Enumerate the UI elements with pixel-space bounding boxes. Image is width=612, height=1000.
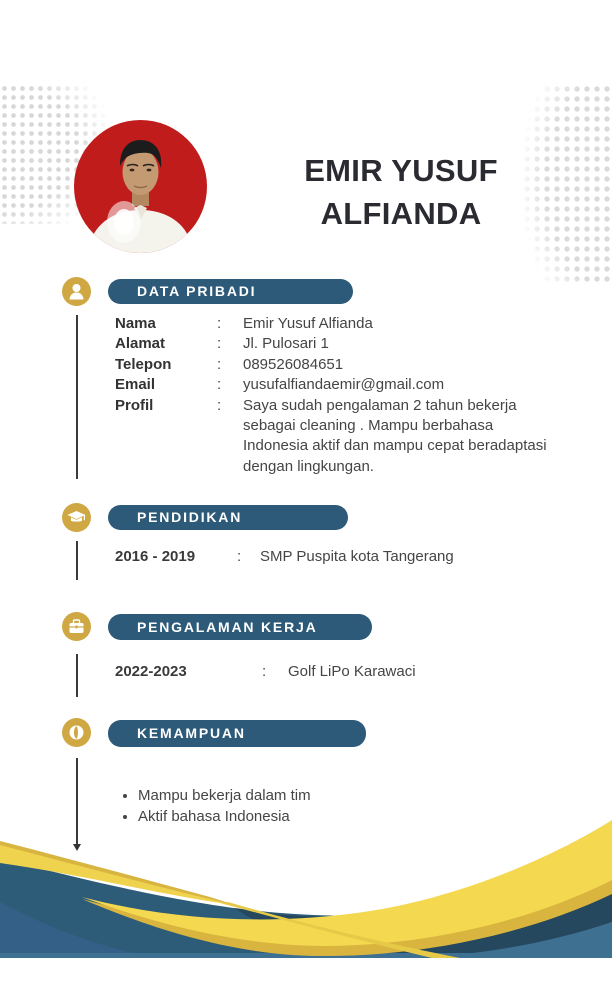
section-title: PENDIDIKAN — [137, 509, 243, 525]
field-value: 089526084651 — [243, 355, 344, 373]
field-separator: : — [217, 315, 222, 332]
section-header-pengalaman-kerja — [108, 614, 372, 640]
timeline-line — [76, 654, 78, 697]
skill-item: • Mampu bekerja dalam tim — [138, 786, 468, 807]
field-value: Saya sudah pengalaman 2 tahun bekerja sebagai cleaning . Mampu berbahasa Indonesia aktif dan mampu cepat beradaptasi dengan lingkungan. — [243, 396, 547, 475]
field-separator: : — [217, 335, 222, 353]
education-entry — [115, 547, 454, 567]
field-separator: : — [217, 396, 222, 414]
entry-period: 2022-2023 — [115, 663, 187, 680]
entry-period: 2016 - 2019 — [115, 548, 196, 565]
timeline-line — [76, 541, 78, 580]
briefcase-icon — [62, 612, 91, 641]
section-header-kemampuan — [108, 720, 366, 747]
field-row-alamat — [115, 334, 558, 354]
skill-item: • Aktif bahasa Indonesia — [138, 807, 468, 828]
field-row-email — [115, 375, 558, 395]
page-title — [268, 149, 534, 235]
entry-value: Golf LiPo Karawaci — [288, 663, 416, 680]
field-separator: : — [217, 376, 222, 394]
field-value: yusufalfiandaemir@gmail.com — [243, 376, 445, 394]
footer-wave-decoration — [0, 800, 612, 958]
skill-icon — [62, 718, 91, 747]
personal-data-fields — [115, 314, 558, 477]
section-header-pendidikan — [108, 505, 348, 530]
section-title: DATA PRIBADI — [137, 283, 257, 299]
profile-photo — [74, 120, 207, 253]
section-title: PENGALAMAN KERJA — [137, 619, 318, 635]
field-label: Nama — [115, 315, 156, 332]
name-line1: EMIR YUSUF — [304, 153, 498, 188]
field-row-profil — [115, 396, 558, 478]
field-label: Telepon — [115, 355, 172, 373]
section-header-data-pribadi — [108, 279, 353, 304]
field-value: Emir Yusuf Alfianda — [243, 315, 373, 332]
work-experience-entry — [115, 662, 416, 682]
timeline-line — [76, 315, 78, 479]
name-line2: ALFIANDA — [320, 196, 482, 231]
field-row-nama — [115, 314, 558, 334]
section-title: KEMAMPUAN — [137, 725, 246, 741]
field-label: Profil — [115, 396, 154, 414]
field-label: Alamat — [115, 335, 166, 353]
field-label: Email — [115, 376, 156, 394]
entry-separator: : — [237, 548, 242, 565]
field-row-telepon — [115, 355, 558, 375]
field-value: Jl. Pulosari 1 — [243, 335, 329, 353]
person-icon — [62, 277, 91, 306]
field-separator: : — [217, 355, 222, 373]
graduation-cap-icon — [62, 503, 91, 532]
entry-value: SMP Puspita kota Tangerang — [260, 548, 454, 565]
entry-separator: : — [262, 663, 267, 680]
